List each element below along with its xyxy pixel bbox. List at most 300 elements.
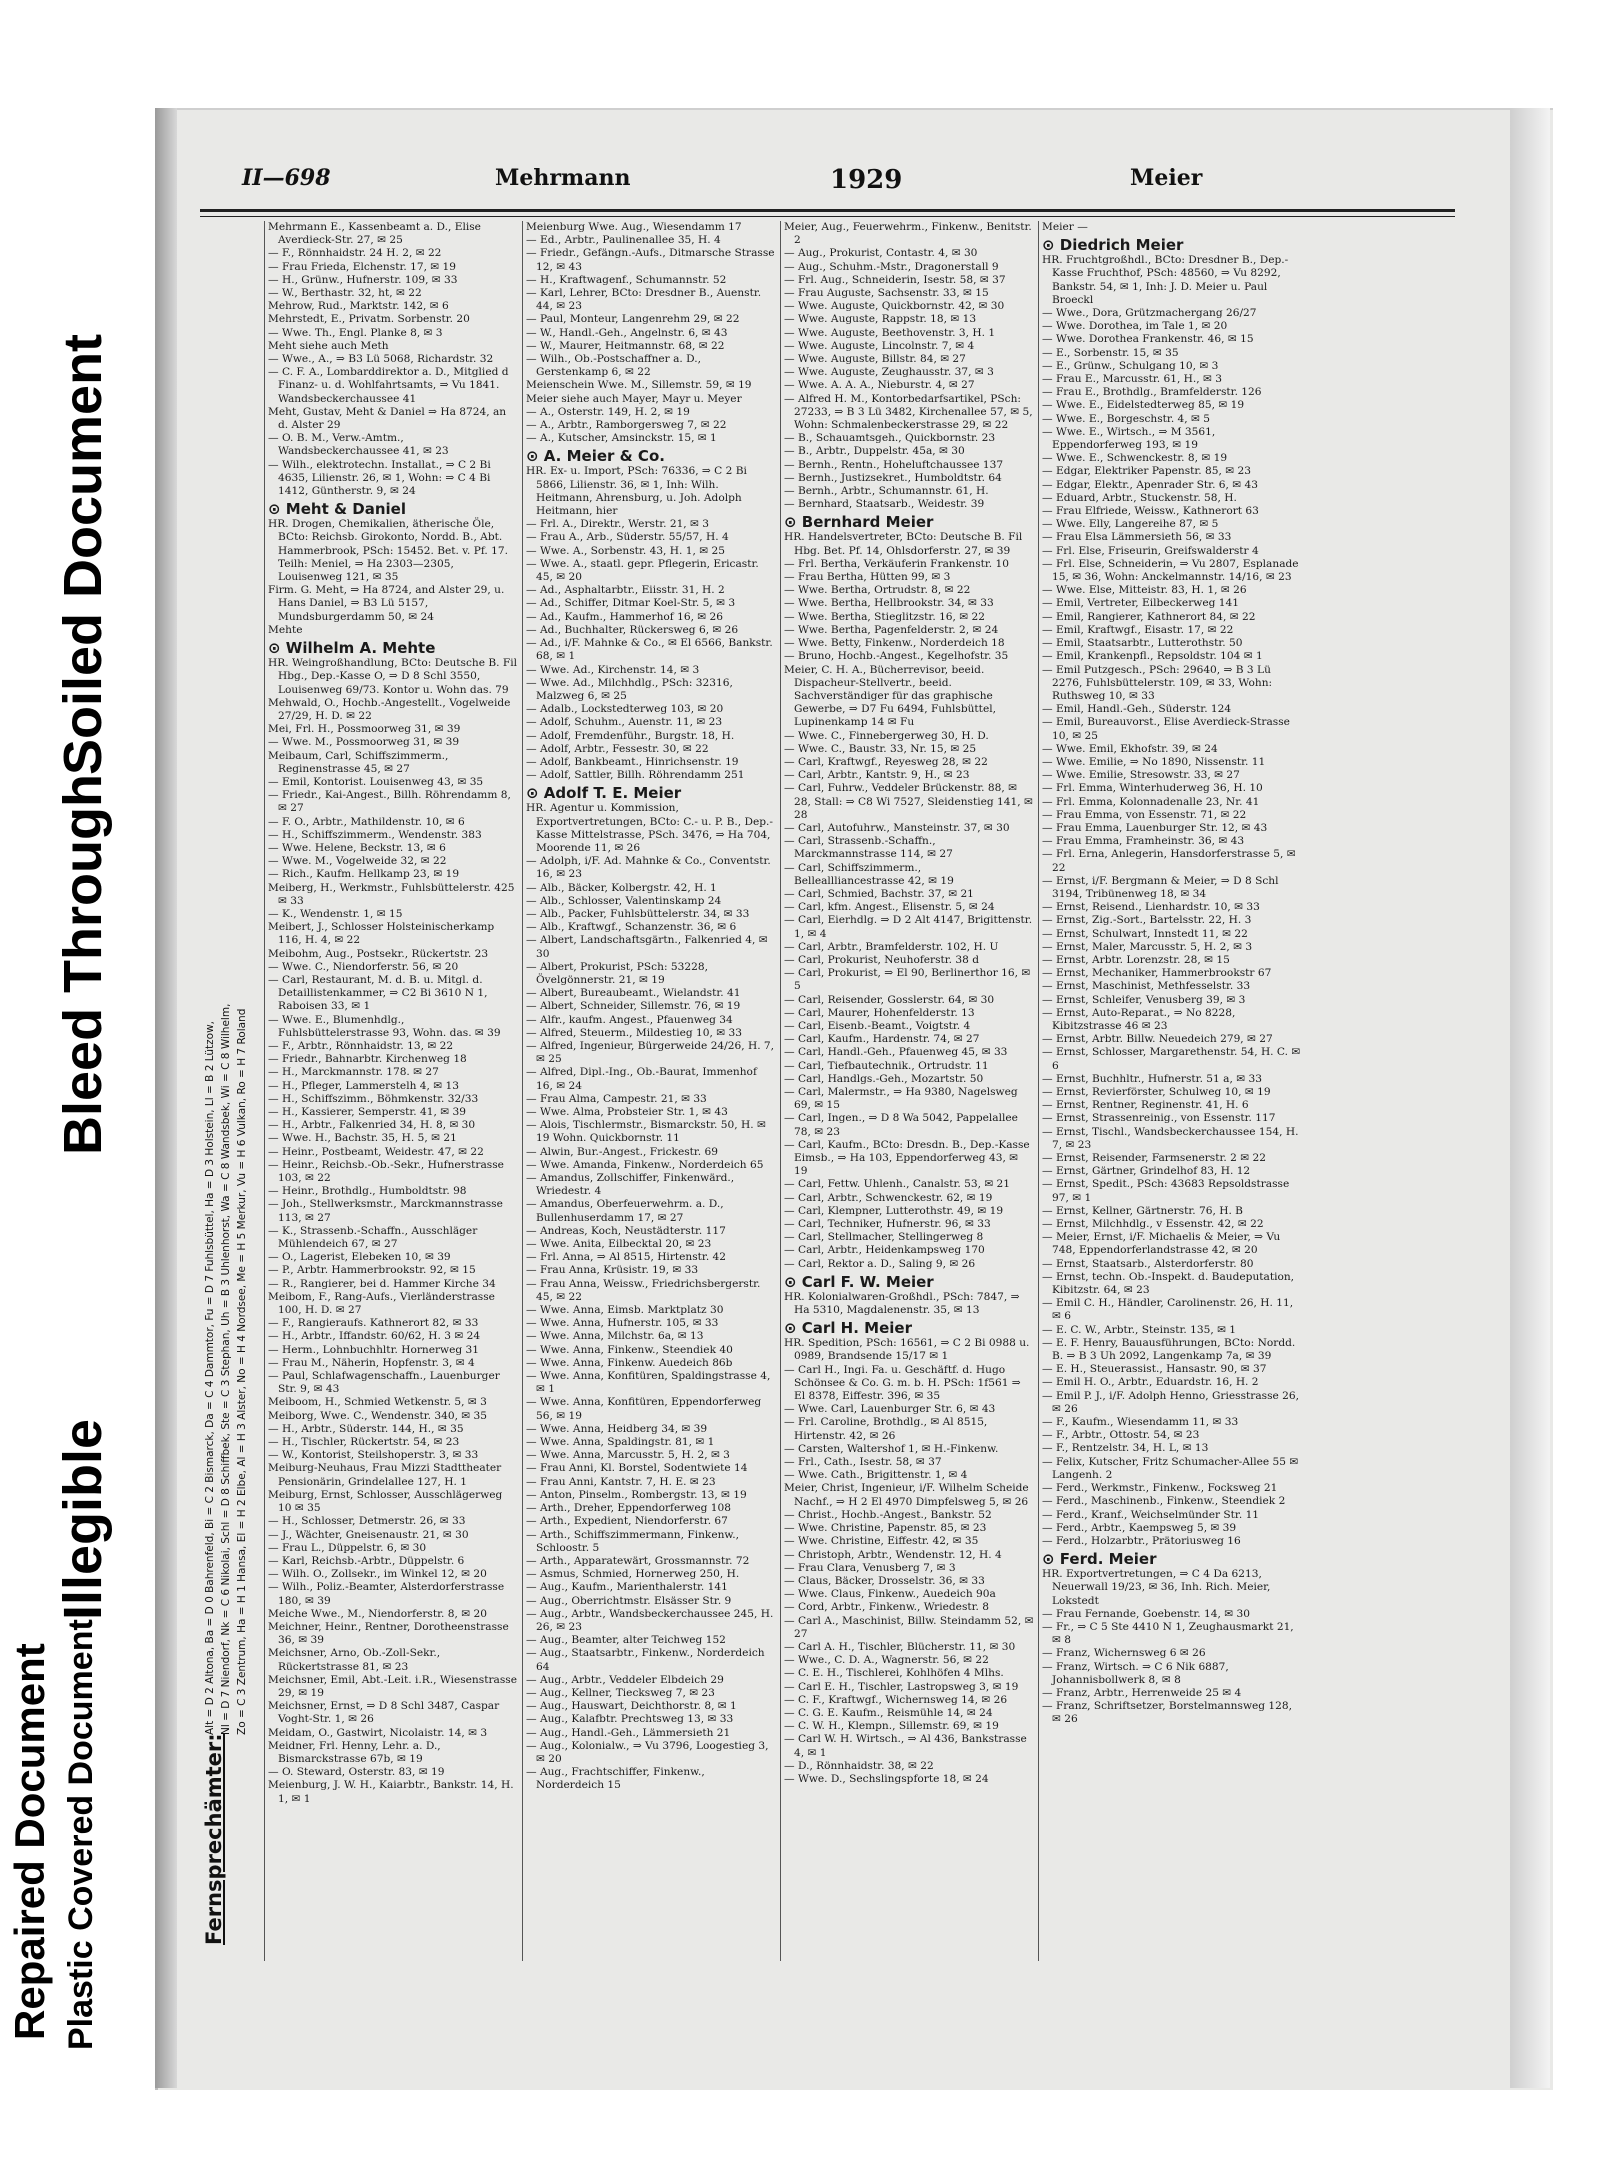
directory-entry: — Wwe. Amanda, Finkenw., Norderdeich 65: [526, 1158, 764, 1171]
directory-entry: — Wwe. Anna, Finkenw. Auedeich 86b: [526, 1356, 733, 1369]
directory-entry: — Wwe. Auguste, Beethovenstr. 3, H. 1: [784, 326, 996, 339]
directory-column-2: [526, 221, 776, 1961]
directory-entry: — Franz, Wirtsch. ⇒ C 6 Nik 6887, Johannisbollwerk 8, ✉ 8: [1042, 1660, 1229, 1686]
directory-entry: — Albert, Schneider, Sillemstr. 76, ✉ 19: [526, 1000, 741, 1013]
directory-entry: — Bernhard, Staatsarb., Weidestr. 39: [784, 498, 985, 511]
directory-entry: — Ernst, Revierförster, Schulweg 10, ✉ 19: [1042, 1086, 1271, 1098]
exchange-legend-title: Fernsprechämter:: [202, 1733, 226, 1945]
directory-entry: — Eduard, Arbtr., Stuckenstr. 58, H.: [1042, 491, 1237, 504]
directory-entry: — Wwe. Auguste, Lincolnstr. 7, ✉ 4: [784, 339, 975, 352]
directory-entry: — Wwe. Bertha, Hellbrookstr. 34, ✉ 33: [784, 597, 994, 610]
directory-entry: — Heinr., Postbeamt, Weidestr. 47, ✉ 22: [268, 1145, 484, 1158]
directory-entry: — Ad., Schiffer, Ditmar Koel-Str. 5, ✉ 3: [526, 597, 736, 610]
directory-entry: — Wwe. Anna, Finkenw., Steendiek 40: [526, 1343, 733, 1356]
directory-entry: — F., Arbtr., Rönnhaidstr. 13, ✉ 22: [268, 1039, 454, 1052]
header-first-name: Mehrmann: [495, 165, 631, 191]
plastic-covered-label: Plastic Covered Document: [62, 1619, 100, 2050]
directory-entry: — Carl, Prokurist, ⇒ El 90, Berlinerthor 16, ✉ 5: [784, 967, 1031, 993]
directory-entry: — Ernst, Milchhdlg., v Essenstr. 42, ✉ 22: [1042, 1218, 1264, 1231]
directory-entry: — H., Marckmannstr. 178. ✉ 27: [268, 1066, 439, 1079]
directory-entry: — Aug., Arbtr., Wandsbeckerchaussee 245, H. 26, ✉ 23: [526, 1607, 774, 1633]
directory-entry: Meiburg, Ernst, Schlosser, Ausschlägerweg 10 ✉ 35: [268, 1488, 503, 1515]
directory-entry: — Albert, Landschaftsgärtn., Falkenried 4, ✉ 30: [526, 934, 768, 960]
directory-entry: — D., Rönnhaidstr. 38, ✉ 22: [784, 1759, 934, 1772]
directory-entry: — Emil H. O., Arbtr., Eduardstr. 16, H. 2: [1042, 1376, 1259, 1389]
directory-entry: — H., Arbtr., Süderstr. 144, H., ✉ 35: [268, 1422, 464, 1435]
directory-entry: — Alfred, Steuerm., Mildestieg 10, ✉ 33: [526, 1026, 742, 1039]
directory-entry: — H., Grünw., Hufnerstr. 109, ✉ 33: [268, 273, 458, 286]
directory-entry: — Karl, Lehrer, BCto: Dresdner B., Auenstr. 44, ✉ 23: [526, 287, 762, 313]
page-edge-right: [1510, 108, 1550, 2088]
directory-entry: — Wwe. Ad., Kirchenstr. 14, ✉ 3: [526, 663, 700, 676]
directory-entry: — Ernst, Reisend., Lienhardstr. 10, ✉ 33: [1042, 901, 1260, 914]
directory-entry: — Wilh. O., Zollsekr., im Winkel 12, ✉ 20: [268, 1568, 487, 1581]
directory-entry: — Wwe. Bertha, Ortrudstr. 8, ✉ 22: [784, 584, 971, 597]
directory-entry: — Arth., Expedient, Niendorferstr. 67: [526, 1515, 728, 1528]
directory-entry: — Ferd., Werkmstr., Finkenw., Focksweg 21: [1042, 1482, 1278, 1495]
column-divider: [1038, 221, 1039, 1961]
directory-entry: — C. E. H., Tischlerei, Kohlhöfen 4 Mlhs.: [784, 1667, 1004, 1680]
directory-entry: — Adolf, Sattler, Billh. Röhrendamm 251: [526, 769, 745, 782]
directory-entry: — Franz, Arbtr., Herrenweide 25 ✉ 4: [1042, 1686, 1242, 1699]
column-divider: [522, 221, 523, 1961]
directory-entry: — Wwe. M., Possmoorweg 31, ✉ 39: [268, 736, 460, 749]
directory-entry: — B., Arbtr., Duppelstr. 45a, ✉ 30: [784, 445, 965, 458]
directory-entry: ⊙ Carl F. W. Meier: [784, 1272, 934, 1291]
directory-page: [200, 165, 1500, 1975]
directory-entry: — Ad., i/F. Mahnke & Co., ✉ El 6566, Bankstr. 68, ✉ 1: [526, 637, 773, 663]
directory-entry: — A., Arbtr., Ramborgersweg 7, ✉ 22: [526, 419, 727, 432]
directory-entry: ⊙ Diedrich Meier: [1042, 236, 1184, 255]
directory-entry: — Carl, Strassenb.-Schaffn., Marckmannstrasse 114, ✉ 27: [784, 835, 953, 861]
directory-entry: — Wwe. Th., Engl. Planke 8, ✉ 3: [268, 326, 443, 339]
directory-entry: — Carl, Reisender, Gosslerstr. 64, ✉ 30: [784, 993, 995, 1006]
directory-entry: — Wwe. Betty, Finkenw., Norderdeich 18: [784, 637, 1005, 650]
directory-entry: — F., Kaufm., Wiesendamm 11, ✉ 33: [1042, 1416, 1239, 1429]
directory-entry: — Aug., Schuhm.-Mstr., Dragonerstall 9: [784, 260, 999, 273]
directory-entry: — Adolf, Schuhm., Auenstr. 11, ✉ 23: [526, 716, 723, 729]
directory-entry: ⊙ Carl H. Meier: [784, 1319, 912, 1338]
directory-entry: — B., Schauamtsgeh., Quickbornstr. 23: [784, 432, 996, 445]
directory-entry: — Alois, Tischlermstr., Bismarckstr. 50, H. ✉ 19 Wohn. Quickbornstr. 11: [526, 1119, 766, 1145]
directory-entry: — Ed., Arbtr., Paulinenallee 35, H. 4: [526, 234, 721, 247]
directory-entry: — Wwe. E., Borgeschstr. 4, ✉ 5: [1042, 412, 1211, 425]
directory-entry: — F., Rönnhaidstr. 24 H. 2, ✉ 22: [268, 247, 442, 260]
directory-entry: — Heinr., Reichsb.-Ob.-Sekr., Hufnerstrasse 103, ✉ 22: [268, 1158, 504, 1185]
directory-entry: — Wwe. Anna, Spaldingstr. 81, ✉ 1: [526, 1436, 715, 1449]
directory-entry: — Wwe. A., staatl. gepr. Pflegerin, Ericastr. 45, ✉ 20: [526, 557, 759, 584]
directory-entry: Meiboom, H., Schmied Wetkenstr. 5, ✉ 3: [268, 1396, 487, 1409]
directory-entry: — Alfred, Dipl.-Ing., Ob.-Baurat, Immenhof 16, ✉ 24: [526, 1066, 757, 1092]
directory-entry: — F., Arbtr., Ottostr. 54, ✉ 23: [1042, 1429, 1200, 1442]
directory-entry: — Wwe. H., Bachstr. 35, H. 5, ✉ 21: [268, 1132, 457, 1145]
directory-entry: — Carl, Ingen., ⇒ D 8 Wa 5042, Pappelallee 78, ✉ 23: [784, 1112, 1018, 1138]
directory-entry: — Wwe. Auguste, Quickbornstr. 42, ✉ 30: [784, 300, 1005, 313]
directory-entry: — Wwe. Emilie, Stresowstr. 33, ✉ 27: [1042, 769, 1240, 782]
directory-entry: — Adolf, Bankbeamt., Hinrichsenstr. 19: [526, 755, 739, 768]
directory-entry: — Friedr., Kai-Angest., Billh. Röhrendamm 8, ✉ 27: [268, 789, 511, 815]
directory-entry: — Emil, Handl.-Geh., Süderstr. 124: [1042, 703, 1232, 716]
directory-entry: Meier, C. H. A., Bücherrevisor, beeid. Dispacheur-Stellvertr., beeid. Sachverständiger für das graphische Gewerbe, ⇒ D7 Fu 6494, Fuhlsbüttel, Lupinenkamp 14 ✉ Fu: [784, 663, 996, 729]
directory-entry: — O. B. M., Verw.-Amtm., Wandsbeckerchaussee 41, ✉ 23: [268, 432, 449, 458]
directory-entry: — Carl, Klempner, Lutterothstr. 49, ✉ 19: [784, 1204, 1004, 1217]
directory-entry: ⊙ Meht & Daniel: [268, 500, 406, 519]
directory-entry: ⊙ Bernhard Meier: [784, 513, 934, 532]
directory-entry: — Ferd., Maschinenb., Finkenw., Steendiek 2: [1042, 1495, 1286, 1508]
directory-entry: — Ad., Kaufm., Hammerhof 16, ✉ 26: [526, 610, 724, 623]
directory-entry: — Emil, Rangierer, Kathnerort 84, ✉ 22: [1042, 610, 1256, 623]
directory-entry: — Ernst, Maschinist, Methfesselstr. 33: [1042, 980, 1251, 993]
directory-entry: — Rich., Kaufm. Hellkamp 23, ✉ 19: [268, 868, 460, 881]
directory-entry: — Ernst, Schleifer, Venusberg 39, ✉ 3: [1042, 993, 1246, 1006]
directory-entry: — Carl, Restaurant, M. d. B. u. Mitgl. d. Detaillistenkammer, ⇒ C2 Bi 3610 N 1, Raboisen 33, ✉ 1: [268, 973, 488, 1013]
directory-entry: — C. F. A., Lombarddirektor a. D., Mitglied d Finanz- u. d. Wohlfahrtsamts, ⇒ Vu 1841. Wandsbeckerchaussee 41: [268, 366, 509, 405]
directory-entry: — Carl W. H. Wirtsch., ⇒ Al 436, Bankstrasse 4, ✉ 1: [784, 1733, 1027, 1759]
directory-entry: — Wwe. E., Wirtsch., ⇒ M 3561, Eppendorferweg 193, ✉ 19: [1042, 425, 1216, 452]
directory-entry: Meier, Aug., Feuerwehrm., Finkenw., Benitstr. 2: [784, 221, 1032, 247]
directory-entry: Mehwald, O., Hochb.-Angestellt., Vogelweide 27/29, H. D. ✉ 22: [268, 696, 511, 722]
directory-entry: — Adolph, i/F. Ad. Mahnke & Co., Conventstr. 16, ✉ 23: [526, 855, 771, 881]
directory-entry: — Carl E. H., Tischler, Lastropsweg 3, ✉ 19: [784, 1680, 1019, 1693]
directory-entry: — Carl, Fuhrw., Veddeler Brückenstr. 88, ✉ 28, Stall: ⇒ C8 Wi 7527, Sleidenstieg 141, ✉ 28: [784, 782, 1033, 821]
illegible-label: Illegible: [53, 1418, 113, 1620]
directory-entry: — Paul, Monteur, Langenrehm 29, ✉ 22: [526, 313, 740, 326]
directory-entry: — Carl, Eierhdlg. ⇒ D 2 Alt 4147, Brigittenstr. 1, ✉ 4: [784, 914, 1033, 940]
directory-entry: — Carl, Kaufm., Hardenstr. 74, ✉ 27: [784, 1033, 980, 1046]
directory-entry: — Aug., Kellner, Tiecksweg 7, ✉ 23: [526, 1686, 715, 1699]
directory-entry: — R., Rangierer, bei d. Hammer Kirche 34: [268, 1277, 496, 1290]
directory-entry: — Ernst, Zig.-Sort., Bartelsstr. 22, H. 3: [1042, 914, 1252, 927]
directory-entry: — Carl, Schiffszimmerm., Belleallliancestrasse 42, ✉ 19: [784, 861, 954, 887]
directory-entry: — Amandus, Zollschiffer, Finkenwärd., Wriedestr. 4: [526, 1172, 735, 1198]
directory-entry: Meier —: [1042, 221, 1088, 233]
directory-entry: — F. O., Arbtr., Mathildenstr. 10, ✉ 6: [268, 815, 465, 828]
directory-entry: — Frau E., Brothdlg., Bramfelderstr. 126: [1042, 386, 1262, 399]
directory-entry: Meier, Christ, Ingenieur, i/F. Wilhelm Scheide Nachf., ⇒ H 2 El 4970 Dimpfelsweg 5, ✉ 26: [784, 1482, 1029, 1508]
directory-entry: — Alb., Packer, Fuhlsbüttelerstr. 34, ✉ 33: [526, 907, 750, 920]
directory-entry: — K., Wendenstr. 1, ✉ 15: [268, 907, 403, 920]
directory-entry: — Alfr., kaufm. Angest., Pfauenweg 34: [526, 1013, 733, 1026]
directory-entry: Meiburg-Neuhaus, Frau Mizzi Stadttheater Pensionärin, Grindelallee 127, H. 1: [268, 1462, 502, 1488]
header-last-name: Meier: [1130, 165, 1203, 191]
directory-entry: — Carl A., Maschinist, Billw. Steindamm 52, ✉ 27: [784, 1614, 1034, 1640]
directory-entry: — Wwe. Auguste, Rappstr. 18, ✉ 13: [784, 313, 977, 326]
directory-entry: — Wwe. D., Sechslingspforte 18, ✉ 24: [784, 1772, 989, 1785]
directory-entry: — Wwe. Dorothea, im Tale 1, ✉ 20: [1042, 320, 1228, 333]
directory-entry: — Wwe. Anna, Hufnerstr. 105, ✉ 33: [526, 1317, 719, 1330]
directory-entry: — Wwe. Emilie, ⇒ No 1890, Nissenstr. 11: [1042, 755, 1266, 768]
directory-entry: — Aug., Arbtr., Veddeler Elbdeich 29: [526, 1673, 724, 1686]
directory-entry: — Carl, Stellmacher, Stellingerweg 8: [784, 1231, 984, 1244]
directory-entry: — Wwe. Anna, Heidberg 34, ✉ 39: [526, 1422, 708, 1435]
directory-entry: — Frl. Emma, Kolonnadenalle 23, Nr. 41: [1042, 795, 1260, 808]
directory-entry: HR. Weingroßhandlung, BCto: Deutsche B. Fil Hbg., Dep.-Kasse O, ⇒ D 8 Schl 3550, Louisenweg 69/73. Kontor u. Wohn das. 79: [268, 657, 518, 696]
directory-entry: Meichsner, Arno, Ob.-Zoll-Sekr., Rückertstrasse 81, ✉ 23: [268, 1647, 441, 1673]
directory-entry: — F., Rentzelstr. 34, H. L, ✉ 13: [1042, 1442, 1209, 1455]
directory-entry: — Wwe., A., ⇒ B3 Lü 5068, Richardstr. 32: [268, 353, 494, 366]
directory-entry: — Wwe. Anna, Eimsb. Marktplatz 30: [526, 1304, 724, 1317]
directory-entry: — Ernst, Buchhltr., Hufnerstr. 51 a, ✉ 33: [1042, 1072, 1262, 1085]
directory-entry: Meidam, O., Gastwirt, Nicolaistr. 14, ✉ 3: [268, 1726, 488, 1739]
directory-entry: — Wwe. E., Eidelstedterweg 85, ✉ 19: [1042, 399, 1245, 412]
directory-entry: — Wwe., Dora, Grützmachergang 26/27: [1042, 307, 1257, 320]
directory-entry: — Frau Elfriede, Weissw., Kathnerort 63: [1042, 505, 1259, 518]
directory-entry: — Frl. Erna, Anlegerin, Hansdorferstrasse 5, ✉ 22: [1042, 848, 1296, 874]
directory-entry: Meiberg, H., Werkmstr., Fuhlsbüttelerstr. 425 ✉ 33: [268, 881, 515, 907]
directory-entry: — Emil, Vertreter, Eilbeckerweg 141: [1042, 597, 1239, 610]
directory-entry: — Herm., Lohnbuchhltr. Hornerweg 31: [268, 1343, 480, 1356]
directory-entry: — Carl, Handl.-Geh., Pfauenweg 45, ✉ 33: [784, 1046, 1008, 1059]
directory-entry: — Joh., Stellwerksmstr., Marckmannstrasse 113, ✉ 27: [268, 1198, 503, 1224]
directory-entry: — P., Arbtr. Hammerbrookstr. 92, ✉ 15: [268, 1264, 476, 1277]
directory-entry: — Wilh., Ob.-Postschaffner a. D., Gerstenkamp 6, ✉ 22: [526, 353, 702, 379]
directory-entry: — A., Kutscher, Amsinckstr. 15, ✉ 1: [526, 432, 717, 445]
directory-entry: — Ernst, Strassenreinig., von Essenstr. 117: [1042, 1112, 1276, 1125]
directory-entry: — Ernst, Gärtner, Grindelhof 83, H. 12: [1042, 1165, 1251, 1178]
document-condition-labels: [0, 0, 170, 2177]
directory-entry: — Adolf, Arbtr., Fessestr. 30, ✉ 22: [526, 742, 709, 755]
directory-entry: — Frau Bertha, Hütten 99, ✉ 3: [784, 571, 951, 584]
directory-entry: HR. Exportvertretungen, ⇒ C 4 Da 6213, Neuerwall 19/23, ✉ 36, Inh. Rich. Meier, Lokstedt: [1042, 1568, 1271, 1607]
directory-entry: ⊙ A. Meier & Co.: [526, 447, 665, 466]
directory-entry: — Wwe. Helene, Beckstr. 13, ✉ 6: [268, 841, 446, 854]
directory-entry: — Frau Emma, Framheinstr. 36, ✉ 43: [1042, 835, 1245, 848]
bleed-through-label: Bleed Through: [53, 774, 113, 1155]
directory-entry: — Edgar, Elektriker Papenstr. 85, ✉ 23: [1042, 465, 1251, 478]
directory-entry: — Wwe. E., Schwenckestr. 8, ✉ 19: [1042, 452, 1228, 465]
directory-entry: — Frau Anna, Weissw., Friedrichsbergerstr. 45, ✉ 22: [526, 1277, 761, 1303]
directory-entry: — Aug., Prokurist, Contastr. 4, ✉ 30: [784, 247, 978, 260]
directory-entry: — Wwe. Auguste, Zeughausstr. 37, ✉ 3: [784, 366, 994, 379]
directory-entry: — Frau M., Näherin, Hopfenstr. 3, ✉ 4: [268, 1356, 475, 1369]
directory-entry: — Carl, Kraftwgf., Reyesweg 28, ✉ 22: [784, 755, 988, 768]
page-header: [200, 165, 1450, 205]
directory-entry: — Arth., Dreher, Eppendorferweg 108: [526, 1502, 731, 1515]
directory-entry: — Wwe. Dorothea Frankenstr. 46, ✉ 15: [1042, 333, 1254, 346]
directory-entry: — Wwe. Claus, Finkenw., Auedeich 90a: [784, 1588, 996, 1601]
directory-entry: — W., Berthastr. 32, ht, ✉ 22: [268, 287, 422, 300]
directory-entry: — Wwe. M., Vogelweide 32, ✉ 22: [268, 855, 447, 868]
directory-entry: — Carl, Handlgs.-Geh., Mozartstr. 50: [784, 1072, 984, 1085]
directory-entry: — Emil P. J., i/F. Adolph Henno, Griesstrasse 26, ✉ 26: [1042, 1389, 1300, 1415]
directory-entry: — Aug., Staatsarbtr., Finkenw., Norderdeich 64: [526, 1647, 765, 1673]
soiled-document-label: Soiled Document: [53, 333, 113, 775]
directory-entry: — Claus, Bäcker, Drosselstr. 36, ✉ 33: [784, 1574, 985, 1587]
directory-entry: — Emil C. H., Händler, Carolinenstr. 26, H. 11, ✉ 6: [1042, 1297, 1294, 1323]
directory-entry: — Aug., Handl.-Geh., Lämmersieth 21: [526, 1726, 731, 1739]
directory-entry: — H., Schlosser, Detmerstr. 26, ✉ 33: [268, 1515, 466, 1528]
directory-entry: — C. G. E. Kaufm., Reismühle 14, ✉ 24: [784, 1706, 993, 1719]
directory-entry: — Wwe. Anna, Marcusstr. 5, H. 2, ✉ 3: [526, 1449, 730, 1462]
directory-entry: — Bruno, Hochb.-Angest., Kegelhofstr. 35: [784, 650, 1009, 663]
directory-entry: — Fr., ⇒ C 5 Ste 4410 N 1, Zeughausmarkt 21, ✉ 8: [1042, 1620, 1294, 1647]
directory-entry: ⊙ Adolf T. E. Meier: [526, 784, 682, 803]
directory-entry: — E., Sorbenstr. 15, ✉ 35: [1042, 346, 1179, 359]
directory-entry: — Carl, Kaufm., BCto: Dresdn. B., Dep.-Kasse Eimsb., ⇒ Ha 103, Eppendorferweg 43, ✉ 19: [784, 1138, 1030, 1178]
exchange-legend-line-3: Zo = C 3 Zentrum, Ha = H 1 Hansa, El = H 2 Elbe, Al = H 3 Alster, No = H 4 Nordsee, Me = H 5 Merkur, Vu = H 6 Vulkan, Ro = H 7 Roland: [236, 1008, 248, 1735]
directory-entry: Meichsner, Emil, Abt.-Leit. i.R., Wiesenstrasse 29, ✉ 19: [268, 1673, 517, 1699]
directory-entry: — Carl, Maurer, Hohenfelderstr. 13: [784, 1006, 975, 1019]
directory-entry: — Franz, Wichernsweg 6 ✉ 26: [1042, 1647, 1206, 1660]
directory-entry: — Alb., Schlosser, Valentinskamp 24: [526, 894, 722, 907]
directory-entry: — Ernst, Schulwart, Innstedt 11, ✉ 22: [1042, 927, 1248, 940]
directory-entry: — O. Steward, Osterstr. 83, ✉ 19: [268, 1766, 445, 1779]
directory-entry: — H., Schiffszimm., Böhmkenstr. 32/33: [268, 1092, 479, 1105]
directory-entry: — Wwe. Ad., Milchhdlg., PSch: 32316, Malzweg 6, ✉ 25: [526, 676, 733, 702]
directory-entry: — Wwe. Anita, Eilbecktal 20, ✉ 23: [526, 1238, 712, 1251]
directory-entry: — Emil, Staatsarbtr., Lutterothstr. 50: [1042, 637, 1243, 650]
exchange-legend-sidebar: [200, 225, 262, 1965]
directory-entry: — Carl, Fettw. Uhlenh., Canalstr. 53, ✉ 21: [784, 1178, 1011, 1191]
directory-entry: — Ernst, i/F. Bergmann & Meier, ⇒ D 8 Schl 3194, Tribünenweg 18, ✉ 34: [1042, 874, 1279, 900]
directory-entry: — Emil, Kraftwgf., Eisastr. 17, ✉ 22: [1042, 623, 1234, 636]
directory-entry: — Wwe., C. D. A., Wagnerstr. 56, ✉ 22: [784, 1654, 989, 1667]
directory-entry: — Emil, Bureauvorst., Elise Averdieck-Strasse 10, ✉ 25: [1042, 716, 1290, 742]
directory-entry: Mehrmann E., Kassenbeamt a. D., Elise Averdieck-Str. 27, ✉ 25: [268, 221, 481, 247]
page-number: II—698: [242, 165, 331, 191]
directory-entry: — Wwe. Alma, Probsteier Str. 1, ✉ 43: [526, 1106, 728, 1118]
directory-entry: Meht siehe auch Meth: [268, 339, 389, 352]
directory-column-1: [268, 221, 518, 1961]
directory-entry: — J., Wächter, Gneisenaustr. 21, ✉ 30: [268, 1528, 469, 1541]
exchange-legend-line-1: Alt = D 2 Altona, Ba = D 0 Bahrenfeld, Bi = C 2 Bismarck, Da = C 4 Dammtor, Fu = D 7 Fuhlsbüttel, Ha = D 3 Holstein, Ll = B 2 Lützow,: [204, 1020, 216, 1735]
directory-entry: — Ernst, Kellner, Gärtnerstr. 76, H. B: [1042, 1204, 1243, 1217]
directory-entry: — Friedr., Bahnarbtr. Kirchenweg 18: [268, 1053, 467, 1066]
directory-entry: — Carl, Schmied, Bachstr. 37, ✉ 21: [784, 887, 974, 900]
directory-entry: — K., Strassenb.-Schaffn., Ausschläger Mühlendeich 67, ✉ 27: [268, 1224, 478, 1251]
directory-entry: — Ernst, Spedit., PSch: 43683 Repsoldstrasse 97, ✉ 1: [1042, 1178, 1290, 1204]
directory-entry: — Frau A., Arb., Süderstr. 55/57, H. 4: [526, 531, 729, 544]
directory-entry: — Frau Anni, Kl. Borstel, Sodentwiete 14: [526, 1462, 748, 1475]
directory-entry: — Paul, Schlafwagenschaffn., Lauenburger Str. 9, ✉ 43: [268, 1370, 500, 1396]
directory-entry: — Frau Clara, Venusberg 7, ✉ 3: [784, 1561, 956, 1574]
directory-entry: Mehrow, Rud., Marktstr. 142, ✉ 6: [268, 300, 449, 313]
directory-entry: Meichsner, Ernst, ⇒ D 8 Schl 3487, Caspar Voght-Str. 1, ✉ 26: [268, 1700, 500, 1726]
directory-entry: — C. W. H., Klempn., Sillemstr. 69, ✉ 19: [784, 1720, 999, 1733]
directory-entry: — Frau Emma, von Essenstr. 71, ✉ 22: [1042, 808, 1247, 821]
directory-entry: — Wwe. Christine, Papenstr. 85, ✉ 23: [784, 1522, 987, 1535]
directory-entry: — Carl, Techniker, Hufnerstr. 96, ✉ 33: [784, 1218, 991, 1231]
directory-entry: — Meier, Ernst, i/F. Michaelis & Meier, ⇒ Vu 748, Eppendorferlandstrasse 42, ✉ 20: [1042, 1231, 1281, 1257]
directory-entry: — W., Handl.-Geh., Angelnstr. 6, ✉ 43: [526, 326, 728, 339]
directory-entry: — Anton, Pinselm., Rombergstr. 13, ✉ 19: [526, 1488, 747, 1501]
directory-entry: — Ferd., Holzarbtr., Prätoriusweg 16: [1042, 1534, 1241, 1547]
directory-entry: — Adalb., Lockstedterweg 103, ✉ 20: [526, 703, 724, 716]
directory-entry: — H., Arbtr., Iffandstr. 60/62, H. 3 ✉ 24: [268, 1330, 481, 1343]
header-rule: [200, 209, 1455, 217]
directory-entry: — Alwin, Bur.-Angest., Frickestr. 69: [526, 1145, 719, 1158]
directory-entry: — Wwe. Carl, Lauenburger Str. 6, ✉ 43: [784, 1403, 996, 1416]
directory-entry: — Carl, Eisenb.-Beamt., Voigtstr. 4: [784, 1019, 971, 1032]
directory-entry: — Asmus, Schmied, Hornerweg 250, H.: [526, 1568, 740, 1581]
directory-entry: — E. C. W., Arbtr., Steinstr. 135, ✉ 1: [1042, 1323, 1237, 1336]
directory-entry: Meiborg, Wwe. C., Wendenstr. 340, ✉ 35: [268, 1409, 488, 1422]
directory-entry: — Aug., Kalafbtr. Prechtsweg 13, ✉ 33: [526, 1713, 734, 1726]
directory-entry: — Carl, Malermstr., ⇒ Ha 9380, Nagelsweg 69, ✉ 15: [784, 1086, 1018, 1112]
directory-entry: HR. Ex- u. Import, PSch: 76336, ⇒ C 2 Bi 5866, Lilienstr. 36, ✉ 1, Inh: Wilh. Heitmann, Ahrensburg, u. Joh. Adolph Heitmann, hier: [526, 465, 747, 518]
directory-entry: HR. Drogen, Chemikalien, ätherische Öle, BCto: Reichsb. Girokonto, Nordd. B., Abt. Hammerbrook, PSch: 15452. Bet. v. Pf. 17. Teilh: Meniel, ⇒ Ha 2303—2305, Louisenweg 121, ✉ 35: [268, 518, 509, 584]
directory-entry: — Carsten, Waltershof 1, ✉ H.-Finkenw.: [784, 1442, 999, 1455]
directory-entry: — Frau Frieda, Elchenstr. 17, ✉ 19: [268, 260, 457, 273]
directory-entry: — Aug., Kolonialw., ⇒ Vu 3796, Loogestieg 3, ✉ 20: [526, 1739, 769, 1765]
directory-entry: — Wwe. Anna, Konfitüren, Spaldingstrasse 4, ✉ 1: [526, 1370, 771, 1396]
directory-entry: — Wwe. Bertha, Stieglitzstr. 16, ✉ 22: [784, 610, 986, 623]
directory-entry: — F., Rangieraufs. Kathnerort 82, ✉ 33: [268, 1317, 479, 1330]
directory-entry: Mehrstedt, E., Privatm. Sorbenstr. 20: [268, 313, 470, 326]
directory-entry: — Frau Elsa Lämmersieth 56, ✉ 33: [1042, 531, 1232, 544]
directory-entry: — Wwe. Emil, Ekhofstr. 39, ✉ 24: [1042, 742, 1218, 755]
directory-entry: Meienschein Wwe. M., Sillemstr. 59, ✉ 19: [526, 379, 752, 392]
directory-entry: — Ernst, Arbtr. Lorenzstr. 28, ✉ 15: [1042, 953, 1230, 966]
directory-entry: — Ernst, Mechaniker, Hammerbrookstr 67: [1042, 967, 1272, 980]
directory-entry: — Carl, Arbtr., Bramfelderstr. 102, H. U: [784, 940, 999, 953]
directory-entry: HR. Agentur u. Kommission, Exportvertretungen, BCto: C.- u. P. B., Dep.-Kasse Mittelstrasse, PSch. 3476, ⇒ Ha 704, Moorende 11, ✉ 26: [526, 802, 773, 854]
directory-entry: Meibom, F., Rang-Aufs., Vierländerstrasse 100, H. D. ✉ 27: [268, 1290, 495, 1317]
directory-entry: HR. Kolonialwaren-Großhdl., PSch: 7847, ⇒ Ha 5310, Magdalenenstr. 35, ✉ 13: [784, 1290, 1020, 1317]
directory-entry: — Frau Fernande, Goebenstr. 14, ✉ 30: [1042, 1607, 1250, 1620]
directory-entry: HR. Handelsvertreter, BCto: Deutsche B. Fil Hbg. Bet. Pf. 14, Ohlsdorferstr. 27, ✉ 39: [784, 531, 1023, 557]
directory-entry: — Arth., Schiffszimmermann, Finkenw., Schloostr. 5: [526, 1528, 739, 1554]
directory-entry: — Wwe. Auguste, Billstr. 84, ✉ 27: [784, 353, 966, 366]
directory-entry: — Franz, Schriftsetzer, Borstelmannsweg 128, ✉ 26: [1042, 1700, 1293, 1726]
directory-entry: — O., Lagerist, Elebeken 10, ✉ 39: [268, 1251, 451, 1264]
directory-entry: — Alfred, Ingenieur, Bürgerweide 24/26, H. 7, ✉ 25: [526, 1039, 775, 1066]
directory-entry: — E., Grünw., Schulgang 10, ✉ 3: [1042, 359, 1219, 372]
directory-entry: Meht, Gustav, Meht & Daniel ⇒ Ha 8724, an d. Alster 29: [268, 405, 507, 432]
directory-entry: — E. F. Henry, Bauausführungen, BCto: Nordd. B. ⇒ B 3 Uh 2092, Langenkamp 7a, ✉ 39: [1042, 1336, 1296, 1363]
directory-entry: Firm. G. Meht, ⇒ Ha 8724, and Alster 29, u. Hans Daniel, ⇒ B3 Lü 5157, Mundsburgerdamm 50, ✉ 24: [268, 584, 505, 623]
directory-entry: — H., Kraftwagenf., Schumannstr. 52: [526, 273, 727, 286]
directory-entry: — H., Schiffszimmerm., Wendenstr. 383: [268, 828, 482, 841]
directory-entry: Meienburg Wwe. Aug., Wiesendamm 17: [526, 221, 742, 233]
directory-entry: — Carl, Arbtr., Schwenckestr. 62, ✉ 19: [784, 1191, 993, 1204]
directory-entry: Mehte: [268, 623, 303, 636]
directory-entry: — Carl, Rektor a. D., Saling 9, ✉ 26: [784, 1257, 976, 1270]
directory-entry: — Wwe. Anna, Milchstr. 6a, ✉ 13: [526, 1330, 704, 1343]
directory-entry: — Karl, Reichsb.-Arbtr., Düppelstr. 6: [268, 1554, 465, 1567]
directory-entry: HR. Spedition, PSch: 16561, ⇒ C 2 Bi 0988 u. 0989, Brandsende 15/17 ✉ 1: [784, 1337, 1030, 1363]
directory-entry: ⊙ Ferd. Meier: [1042, 1550, 1157, 1569]
directory-entry: — Carl H., Ingi. Fa. u. Geschäftf. d. Hugo Schönsee & Co. G. m. b. H. PSch: 1f561 ⇒ El 8378, Eiffestr. 396, ✉ 35: [784, 1363, 1021, 1403]
directory-entry: — Ernst, Tischl., Wandsbeckerchaussee 154, H. 7, ✉ 23: [1042, 1125, 1299, 1151]
directory-entry: — Frl. Anna, ⇒ Al 8515, Hirtenstr. 42: [526, 1251, 727, 1264]
directory-entry: — Albert, Prokurist, PSch: 53228, Övelgönnerstr. 21, ✉ 19: [526, 960, 708, 986]
directory-entry: ⊙ Wilhelm A. Mehte: [268, 639, 436, 658]
directory-entry: — Emil, Kontorist. Louisenweg 43, ✉ 35: [268, 775, 484, 788]
directory-entry: HR. Fruchtgroßhdl., BCto: Dresdner B., Dep.-Kasse Fruchthof, PSch: 48560, ⇒ Vu 8292, Bankstr. 54, ✉ 1, Inh: J. D. Meier u. Paul Broeckl: [1042, 254, 1289, 306]
directory-entry: — Christoph, Arbtr., Wendenstr. 12, H. 4: [784, 1548, 1002, 1561]
directory-entry: — Carl, Tiefbautechnik., Ortrudstr. 11: [784, 1059, 989, 1072]
directory-entry: — Ad., Buchhalter, Rückersweg 6, ✉ 26: [526, 623, 739, 636]
directory-entry: — C. F., Kraftwgf., Wichernsweg 14, ✉ 26: [784, 1693, 1008, 1706]
directory-entry: — Wwe. C., Baustr. 33, Nr. 15, ✉ 25: [784, 742, 977, 755]
directory-entry: — Ernst, techn. Ob.-Inspekt. d. Baudeputation, Kibitzstr. 64, ✉ 23: [1042, 1270, 1295, 1297]
directory-entry: — Alb., Kraftwgf., Schanzenstr. 36, ✉ 6: [526, 921, 737, 934]
directory-entry: — Ernst, Maler, Marcusstr. 5, H. 2, ✉ 3: [1042, 940, 1253, 953]
directory-entry: — Emil Putzgesch., PSch: 29640, ⇒ B 3 Lü 2276, Fuhlsbüttelerstr. 109, ✉ 33, Wohn: Ruthsweg 10, ✉ 33: [1042, 663, 1273, 702]
directory-entry: Meidner, Frl. Henny, Lehr. a. D., Bismarckstrasse 67b, ✉ 19: [268, 1739, 441, 1765]
directory-entry: — Alb., Bäcker, Kolbergstr. 42, H. 1: [526, 881, 717, 894]
directory-entry: — W., Kontorist, Steilshoperstr. 3, ✉ 33: [268, 1449, 479, 1462]
directory-entry: — Bernh., Arbtr., Schumannstr. 61, H.: [784, 485, 989, 498]
directory-entry: — Wwe. Elly, Langereihe 87, ✉ 5: [1042, 518, 1219, 531]
directory-entry: — A., Osterstr. 149, H. 2, ✉ 19: [526, 405, 690, 418]
repaired-document-label: Repaired Document: [6, 1643, 53, 2040]
directory-entry: — Carl, kfm. Angest., Elisenstr. 5, ✉ 24: [784, 901, 995, 914]
directory-entry: — Frau Anna, Krüsistr. 19, ✉ 33: [526, 1264, 699, 1277]
directory-entry: — Amandus, Oberfeuerwehrm. a. D., Bullenhuserdamm 17, ✉ 27: [526, 1198, 724, 1224]
directory-entry: — H., Pfleger, Lammerstelh 4, ✉ 13: [268, 1079, 459, 1092]
